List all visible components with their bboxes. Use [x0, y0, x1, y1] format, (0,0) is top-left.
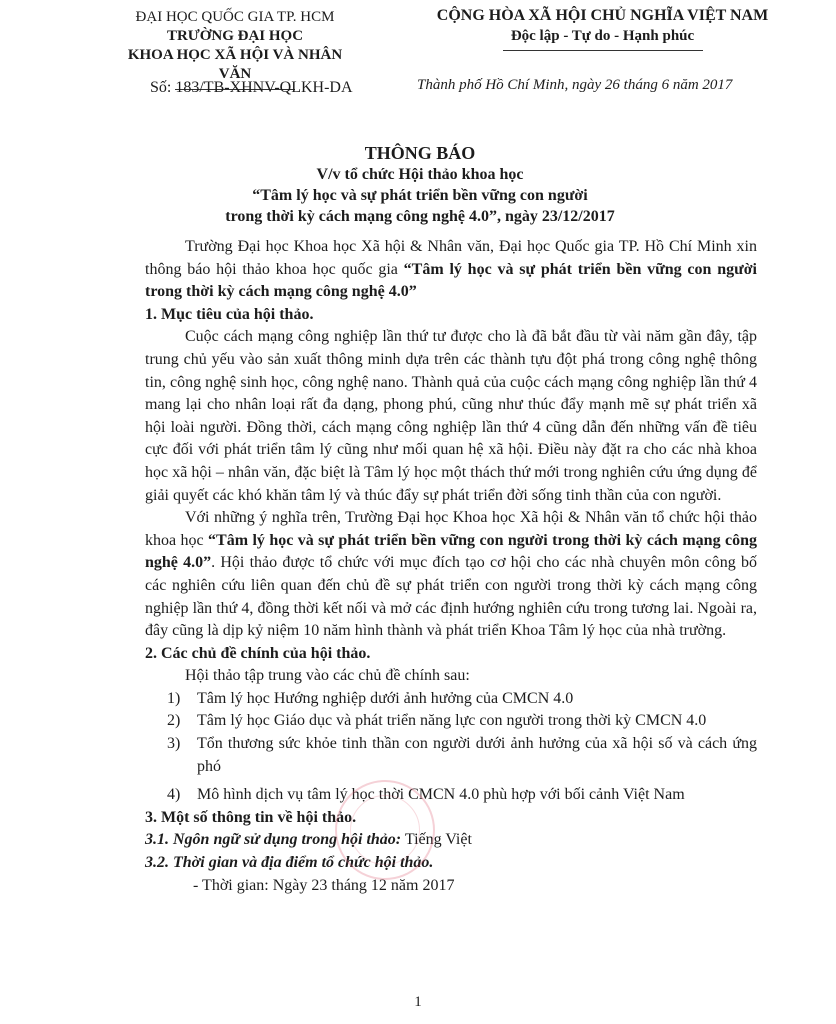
topic-text: Tổn thương sức khỏe tinh thần con người dưới ảnh hưởng của xã hội số và cách ứng phó [197, 735, 757, 775]
section-2-lead: Hội thảo tập trung vào các chủ đề chính sau: [185, 667, 470, 685]
subsection-3-1 [145, 829, 757, 852]
document-number: Số: 183/TB-XHNV-QLKH-DA [150, 79, 353, 96]
para2-text-b: . Hội thảo được tổ chức với mục đích tạo cơ hội cho các nhà chuyên môn công bố các nghiên cứu liên quan đến chủ đề sự phát triển con người trong thời kỳ cách mạng công nghiệp lần thứ 4, đồng thời kết nối và mở các định hướng nghiên cứu trong tương lai. Ngoài ra, đây cũng là dịp kỷ niệm 10 năm hình thành và phát triển Khoa Tâm lý học của nhà trường. [145, 554, 757, 640]
national-header [425, 6, 780, 51]
issuer-header [110, 8, 360, 90]
topic-item [145, 688, 757, 711]
topic-number: 1) [167, 689, 181, 707]
issuer-school-line1: TRƯỜNG ĐẠI HỌC [166, 28, 304, 44]
topic-number: 3) [167, 735, 181, 753]
topic-text: Tâm lý học Hướng nghiệp dưới ảnh hưởng của CMCN 4.0 [197, 689, 574, 707]
national-motto: Độc lập - Tự do - Hạnh phúc [510, 28, 695, 44]
topic-item [145, 784, 757, 807]
section-2-heading: 2. Các chủ đề chính của hội thảo. [145, 644, 371, 662]
intro-text: Trường Đại học Khoa học Xã hội & Nhân văn, Đại học Quốc gia TP. Hồ Chí Minh xin thông báo hội thảo khoa học quốc gia [145, 238, 757, 278]
subsection-3-1-value: Tiếng Việt [401, 831, 472, 849]
subsection-3-2: 3.2. Thời gian và địa điểm tổ chức hội thảo. [145, 854, 434, 872]
conference-name-line1: “Tâm lý học và sự phát triển bền vững con người [252, 187, 588, 204]
issuer-school-line2: KHOA HỌC XÃ HỘI VÀ NHÂN VĂN [127, 47, 343, 82]
faint-seal-inner-ring [350, 795, 420, 865]
topic-text: Mô hình dịch vụ tâm lý học thời CMCN 4.0 phù hợp với bối cảnh Việt Nam [197, 786, 685, 804]
page-number: 1 [414, 994, 422, 1010]
topic-item [145, 733, 757, 778]
topic-item [145, 710, 757, 733]
notice-title: THÔNG BÁO [364, 143, 476, 163]
section-1-paragraph-1: Cuộc cách mạng công nghiệp lần thứ tư được cho là đã bắt đầu từ vài năm gần đây, tập trung chủ yếu vào sản xuất thông minh dựa trên các thành tựu đột phá trong công nghệ thông tin, công nghệ sinh học, công nghệ nano. Thành quả của cuộc cách mạng công nghiệp lần thứ 4 mang lại cho nhân loại rất đa dạng, phong phú, cũng như thúc đẩy mạnh mẽ sự phát triển xã hội loài người. Đồng thời, cách mạng công nghiệp lần thứ 4 cũng dẫn đến những vấn đề tiêu cực đối với phát triển tâm lý cũng như mối quan hệ xã hội. Điều này đặt ra cho các nhà khoa học xã hội – nhân văn, đặc biệt là Tâm lý học một thách thứ mới trong nghiên cứu ứng dụng để giải quyết các khó khăn tâm lý và thúc đẩy sự phát triển đời sống tinh thần của con người. [145, 328, 757, 504]
section-1-heading: 1. Mục tiêu của hội thảo. [145, 305, 314, 323]
topic-text: Tâm lý học Giáo dục và phát triển năng lực con người trong thời kỳ CMCN 4.0 [197, 712, 707, 730]
section-3-heading: 3. Một số thông tin về hội thảo. [145, 808, 357, 826]
para2-conference-name: “Tâm lý học và sự phát triển bền vững con người trong thời kỳ cách mạng công nghệ 4.0” [145, 531, 758, 572]
intro-conference-name: “Tâm lý học và sự phát triển bền vững con người trong thời kỳ cách mạng công nghệ 4.0” [145, 260, 757, 301]
place-and-date: Thành phố Hồ Chí Minh, ngày 26 tháng 6 năm 2017 [417, 77, 733, 93]
subsection-3-1-label: 3.1. Ngôn ngữ sử dụng trong hội thảo: [145, 831, 402, 849]
section-1-paragraph-2 [145, 507, 757, 643]
topic-number: 4) [167, 786, 181, 804]
motto-underline [503, 50, 703, 51]
topic-number: 2) [167, 712, 181, 730]
conference-time: - Thời gian: Ngày 23 tháng 12 năm 2017 [193, 876, 455, 894]
issuer-university: ĐẠI HỌC QUỐC GIA TP. HCM [135, 9, 335, 25]
conference-name-line2: trong thời kỳ cách mạng công nghệ 4.0”, ngày 23/12/2017 [225, 208, 615, 225]
para2-text-a: Với những ý nghĩa trên, Trường Đại học Khoa học Xã hội & Nhân văn tổ chức hội thảo khoa học [145, 509, 757, 549]
notice-title-block [150, 142, 690, 227]
national-name: CỘNG HÒA XÃ HỘI CHỦ NGHĨA VIỆT NAM [436, 7, 769, 24]
notice-body [145, 236, 757, 897]
notice-subject: V/v tổ chức Hội thảo khoa học [316, 166, 524, 183]
intro-paragraph [145, 236, 757, 304]
